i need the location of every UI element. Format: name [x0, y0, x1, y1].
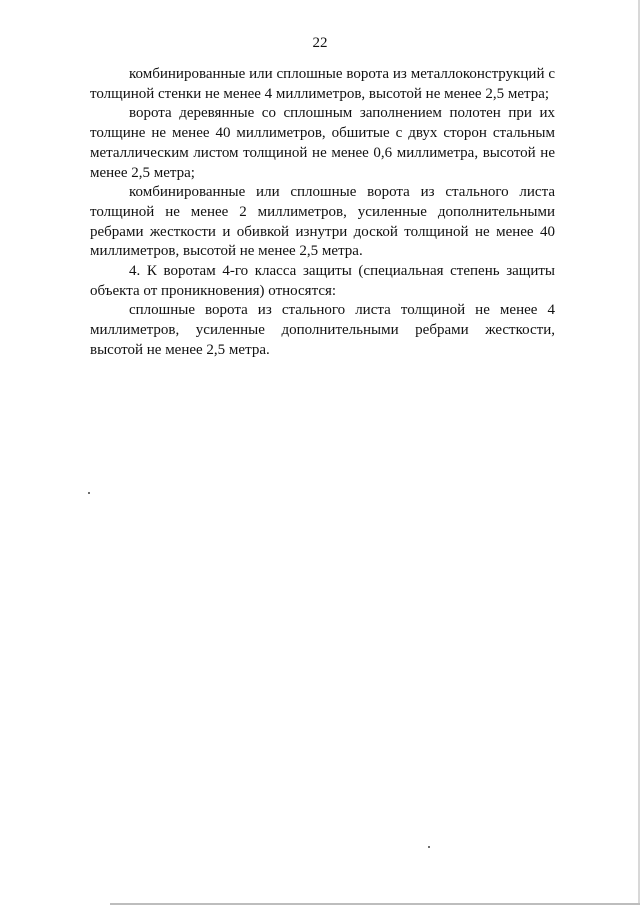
paragraph-wooden-gates: ворота деревянные со сплошным заполнением полотен при их толщине не менее 40 миллиметров, обшитые с двух сторон стальным металлическим листом толщиной не менее 0,6 миллиметра, высотой не менее 2,5 метра;: [90, 105, 555, 181]
scan-speck: [88, 492, 90, 494]
document-body: [90, 65, 555, 361]
paragraph-combined-metal-gates: комбинированные или сплошные ворота из металлоконструкций с толщиной стенки не менее 4 миллиметров, высотой не менее 2,5 метра;: [90, 66, 555, 102]
paragraph-solid-steel-gates: сплошные ворота из стального листа толщиной не менее 4 миллиметров, усиленные дополнительными ребрами жесткости, высотой не менее 2,5 метра.: [90, 302, 555, 358]
paragraph-steel-sheet-gates: комбинированные или сплошные ворота из стального листа толщиной не менее 2 миллиметров, усиленные дополнительными ребрами жесткости и обивкой изнутри доской толщиной не менее 40 миллиметров, высотой не менее 2,5 метра.: [90, 184, 555, 260]
paragraph-class-4-heading: 4. К воротам 4-го класса защиты (специальная степень защиты объекта от проникновения) относятся:: [90, 263, 555, 299]
page-number: 22: [312, 35, 328, 51]
scan-speck: [428, 846, 430, 848]
